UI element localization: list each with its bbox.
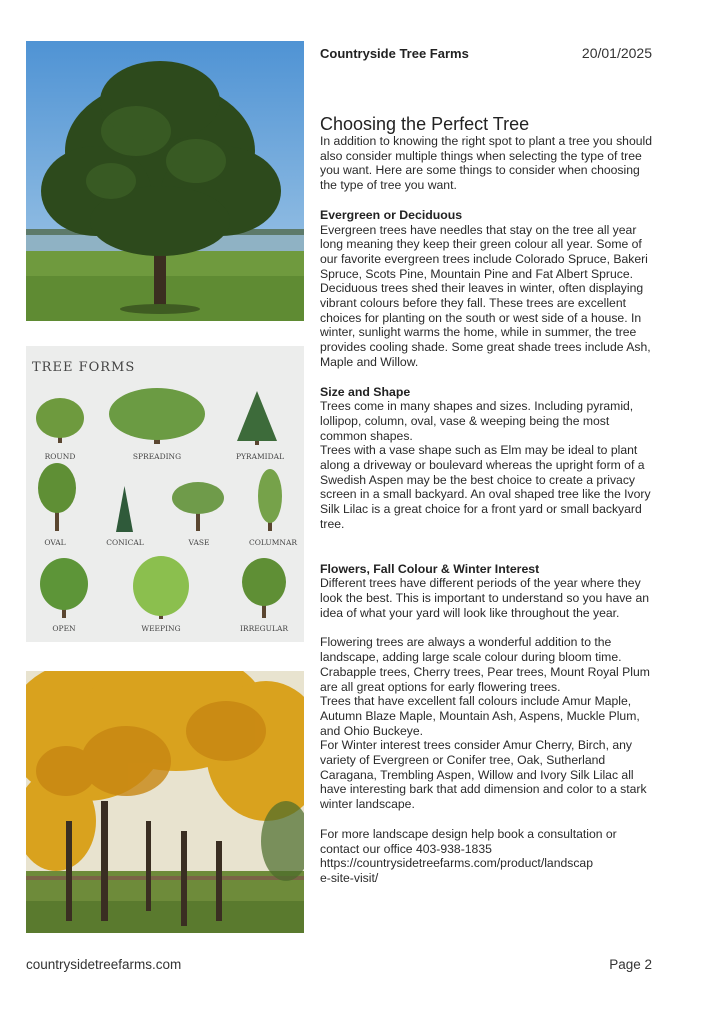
footer-website: countrysidetreefarms.com — [26, 957, 182, 972]
document-date: 20/01/2025 — [581, 45, 652, 61]
contact-url-line[interactable]: https://countrysidetreefarms.com/product/landscap — [320, 856, 593, 871]
section-heading: Size and Shape — [320, 384, 411, 399]
contact-url-line[interactable]: e-site-visit/ — [320, 870, 379, 885]
section-paragraph: For Winter interest trees consider Amur Cherry, Birch, any variety of Evergreen or Conifer tree, Oak, Sutherland Caragana, Trembling Aspen, Willow and Ivory Silk Lilac all have interesting bark that add dimension and color to a stark winter landscape. — [320, 738, 647, 812]
tree-form-label: SPREADING — [132, 452, 182, 461]
oak-tree-photo — [26, 41, 304, 321]
section-paragraph: Flowering trees are always a wonderful addition to the landscape, adding large scale colour during bloom time. Crabapple trees, Cherry trees, Pear trees, Mount Royal Plum are all great options for early flowering trees. — [320, 635, 650, 694]
section-paragraph: Trees come in many shapes and sizes. Including pyramid, lollipop, column, oval, vase & weeping being the most common shapes. — [320, 399, 634, 443]
tree-form-label: COLUMNAR — [248, 538, 298, 547]
tree-form-label: ROUND — [44, 452, 76, 461]
tree-forms-title: TREE FORMS — [32, 360, 136, 375]
page-number: Page 2 — [609, 957, 652, 972]
section-paragraph: Trees that have excellent fall colours include Amur Maple, Autumn Blaze Maple, Mountain Ash, Aspens, Muckle Plum, and Ohio Buckeye. — [320, 694, 640, 738]
tree-forms-illustration — [26, 346, 304, 642]
section-paragraph: Trees with a vase shape such as Elm may be ideal to plant along a driveway or boulevard whereas the upright form of a Swedish Aspen may be the best choice to create a privacy screen in a small backyard. An oval shaped tree like the Ivory Silk Lilac is a great choice for a front yard or small backyard tree. — [320, 443, 651, 531]
tree-form-label: OVAL — [44, 538, 66, 547]
company-name: Countryside Tree Farms — [320, 46, 469, 61]
contact-text: For more landscape design help book a consultation or contact our office 403-938-1835 — [320, 826, 617, 856]
section-paragraph: Deciduous trees shed their leaves in winter, often displaying vibrant colours before they fall. These trees are excellent choices for planting on the south or west side of a house. In winter, sunlight warms the home, while in summer, the tree provides cooling shade. Some great shade trees include Ash, Maple and Willow. — [320, 281, 651, 369]
article-intro: In addition to knowing the right spot to plant a tree you should also consider multiple things when selecting the type of tree you want. Here are some things to consider when choosing the type of tree you want. — [320, 134, 652, 193]
tree-form-label: WEEPING — [141, 624, 181, 633]
tree-form-label: CONICAL — [106, 538, 144, 547]
tree-form-label: IRREGULAR — [239, 624, 289, 633]
tree-form-label: VASE — [188, 538, 210, 547]
section-heading: Flowers, Fall Colour & Winter Interest — [320, 561, 540, 576]
tree-form-label: OPEN — [52, 624, 76, 633]
section-heading: Evergreen or Deciduous — [320, 207, 463, 222]
tree-form-label: PYRAMIDAL — [235, 452, 285, 461]
section-paragraph: Evergreen trees have needles that stay on the tree all year long meaning they keep their green colour all year. Some of our favorite evergreen trees include Colorado Spruce, Bakeri Spruce, Scots Pine, Mountain Pine and Fat Albert Spruce. — [320, 222, 648, 281]
article-body — [320, 114, 656, 886]
section-paragraph: Different trees have different periods of the year where they look the best. This is important to understand so you have an idea of what your yard will look like throughout the year. — [320, 576, 650, 620]
fall-trees-photo — [26, 671, 304, 933]
article-title: Choosing the Perfect Tree — [320, 114, 530, 134]
contact-url[interactable] — [320, 856, 656, 885]
